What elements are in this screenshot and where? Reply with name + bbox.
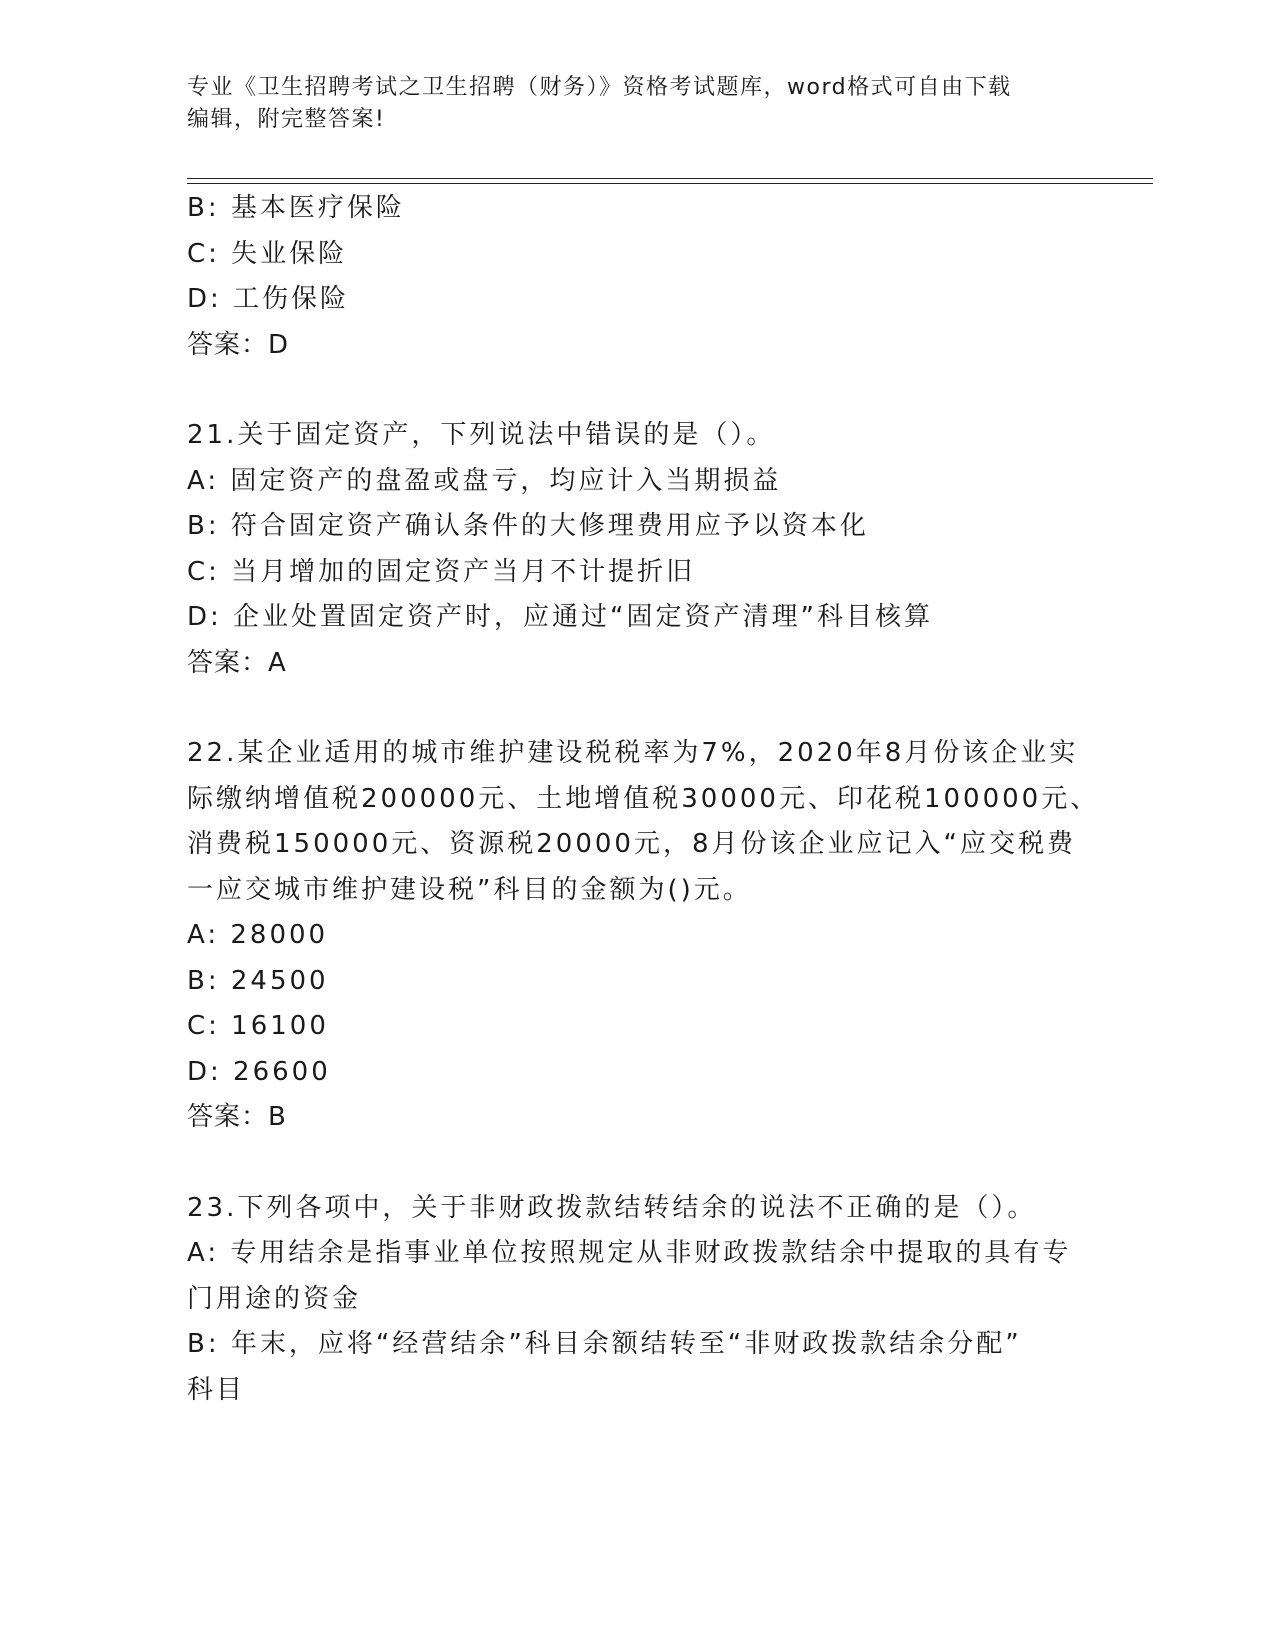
q20-option-c: C: 失业保险	[187, 238, 348, 269]
q21-option-b: B: 符合固定资产确认条件的大修理费用应予以资本化	[187, 511, 869, 541]
q22-answer: 答案：B	[187, 1102, 287, 1132]
q22-question-line-1: 22.某企业适用的城市维护建设税税率为7%，2020年8月份该企业实	[187, 738, 1079, 768]
q22-option-b: B: 24500	[187, 965, 329, 996]
q22-option-a: A: 28000	[187, 920, 329, 950]
header-line-1: 专业《卫生招聘考试之卫生招聘（财务）》资格考试题库，word格式可自由下载	[187, 75, 1012, 100]
question-21	[187, 413, 1067, 686]
q23-option-a-line-1: A: 专用结余是指事业单位按照规定从非财政拨款结余中提取的具有专	[187, 1238, 1072, 1268]
question-22	[187, 731, 1100, 1141]
q21-question: 21.关于固定资产，下列说法中错误的是（）。	[187, 420, 776, 450]
q23-option-b-line-1: B: 年末，应将“经营结余”科目余额结转至“非财政拨款结余分配”	[187, 1329, 1022, 1359]
spacer	[187, 1141, 1067, 1186]
question-content	[187, 186, 1100, 1413]
header-line-2: 编辑，附完整答案!	[187, 107, 386, 132]
q20-answer: 答案：D	[187, 329, 290, 360]
header-divider-bottom	[187, 183, 1153, 184]
q23-option-b-line-2: 科目	[187, 1374, 246, 1405]
q21-answer: 答案：A	[187, 647, 287, 678]
q20-option-b: B: 基本医疗保险	[187, 193, 405, 223]
q21-option-a: A: 固定资产的盘盈或盘亏，均应计入当期损益	[187, 465, 782, 496]
q22-question-line-2: 际缴纳增值税200000元、土地增值税30000元、印花税100000元、	[187, 783, 1100, 814]
question-20	[187, 186, 1067, 368]
q23-question: 23.下列各项中，关于非财政拨款结转结余的说法不正确的是（）。	[187, 1192, 1037, 1223]
q21-option-c: C: 当月增加的固定资产当月不计提折旧	[187, 556, 696, 587]
q22-option-d: D: 26600	[187, 1056, 331, 1087]
q21-option-d: D: 企业处置固定资产时，应通过“固定资产清理”科目核算	[187, 602, 933, 632]
q20-option-d: D: 工伤保险	[187, 284, 350, 314]
q22-option-c: C: 16100	[187, 1011, 329, 1041]
spacer	[187, 368, 1067, 413]
question-23	[187, 1186, 1072, 1414]
page-header	[187, 72, 1067, 136]
q22-question-line-4: 一应交城市维护建设税”科目的金额为()元。	[187, 874, 752, 905]
q23-option-a-line-2: 门用途的资金	[187, 1283, 362, 1314]
header-divider-top	[187, 178, 1153, 179]
q22-question-line-3: 消费税150000元、资源税20000元，8月份该企业应记入“应交税费	[187, 829, 1076, 859]
spacer	[187, 686, 1067, 731]
